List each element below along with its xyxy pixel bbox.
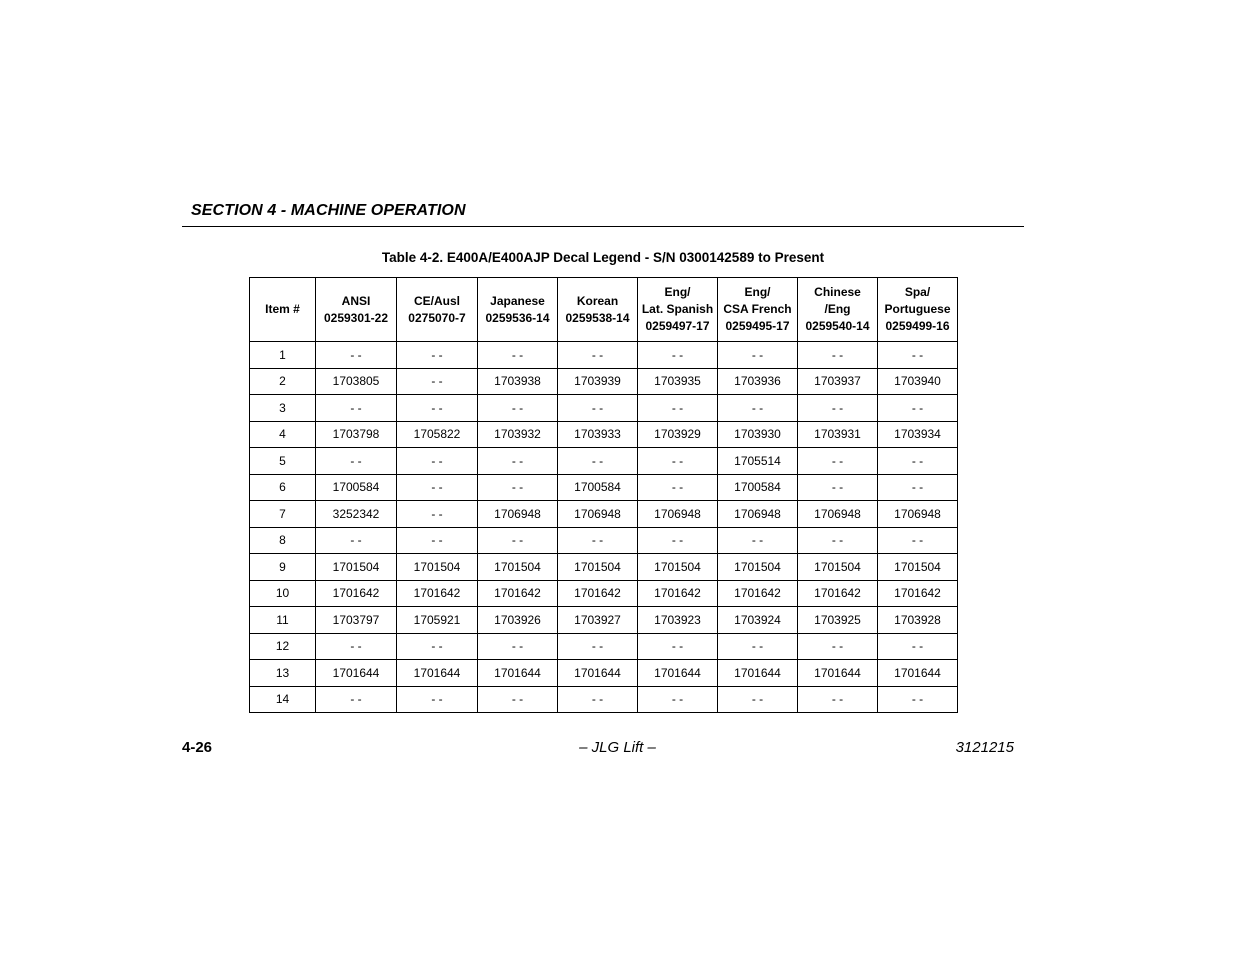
column-header-line: 0259499-16: [885, 319, 950, 333]
decal-part-cell: 1705822: [397, 421, 478, 448]
decal-part-cell: - -: [878, 686, 958, 713]
decal-part-cell: 1706948: [878, 501, 958, 528]
decal-part-cell: - -: [397, 395, 478, 422]
decal-part-cell: 1706948: [638, 501, 718, 528]
decal-part-cell: 1706948: [558, 501, 638, 528]
column-header-line: 0275070-7: [408, 310, 466, 325]
column-header-line: CSA French: [723, 302, 792, 316]
decal-part-cell: - -: [638, 474, 718, 501]
decal-part-cell: - -: [638, 686, 718, 713]
decal-part-cell: 1705514: [718, 448, 798, 475]
decal-part-cell: - -: [878, 342, 958, 369]
decal-part-cell: 1703925: [798, 607, 878, 634]
column-header-line: 0259497-17: [645, 319, 710, 333]
decal-part-cell: - -: [878, 527, 958, 554]
item-number-cell: 3: [250, 395, 316, 422]
decal-part-cell: - -: [478, 395, 558, 422]
column-header: [558, 278, 638, 342]
decal-part-cell: - -: [718, 342, 798, 369]
decal-part-cell: - -: [558, 448, 638, 475]
decal-part-cell: - -: [558, 527, 638, 554]
column-header-line: 0259495-17: [725, 319, 790, 333]
decal-part-cell: - -: [638, 633, 718, 660]
decal-part-cell: 1701642: [558, 580, 638, 607]
decal-part-cell: 1703930: [718, 421, 798, 448]
decal-part-cell: 1703932: [478, 421, 558, 448]
decal-part-cell: - -: [397, 474, 478, 501]
column-header-line: Lat. Spanish: [641, 302, 714, 316]
item-number-cell: 1: [250, 342, 316, 369]
decal-part-cell: - -: [316, 527, 397, 554]
decal-part-cell: 1701644: [397, 660, 478, 687]
decal-part-cell: - -: [397, 527, 478, 554]
decal-part-cell: 1700584: [558, 474, 638, 501]
decal-part-cell: - -: [397, 342, 478, 369]
decal-part-cell: 1703935: [638, 368, 718, 395]
decal-part-cell: 1703931: [798, 421, 878, 448]
decal-part-cell: - -: [478, 527, 558, 554]
item-number-cell: 11: [250, 607, 316, 634]
decal-part-cell: 1703797: [316, 607, 397, 634]
column-header: [878, 278, 958, 342]
table-row: [250, 686, 958, 713]
decal-part-cell: 1706948: [718, 501, 798, 528]
decal-part-cell: 1703937: [798, 368, 878, 395]
decal-part-cell: - -: [558, 342, 638, 369]
decal-part-cell: 1705921: [397, 607, 478, 634]
table-row: [250, 474, 958, 501]
decal-part-cell: 1701504: [478, 554, 558, 581]
column-header: [638, 278, 718, 342]
document-number: 3121215: [955, 739, 1014, 756]
decal-part-cell: 1703926: [478, 607, 558, 634]
decal-part-cell: 1703805: [316, 368, 397, 395]
footer-brand: – JLG Lift –: [579, 739, 656, 756]
column-header-line: Korean: [576, 293, 619, 308]
item-number-cell: 12: [250, 633, 316, 660]
decal-part-cell: 1701644: [718, 660, 798, 687]
item-number-cell: 9: [250, 554, 316, 581]
decal-part-cell: 1703924: [718, 607, 798, 634]
item-number-cell: 14: [250, 686, 316, 713]
decal-part-cell: 1701504: [798, 554, 878, 581]
decal-part-cell: - -: [878, 448, 958, 475]
table-row: [250, 395, 958, 422]
decal-part-cell: 1703927: [558, 607, 638, 634]
decal-part-cell: - -: [478, 686, 558, 713]
column-header-line: ANSI: [341, 293, 371, 308]
decal-part-cell: - -: [798, 474, 878, 501]
decal-part-cell: - -: [316, 448, 397, 475]
decal-part-cell: 3252342: [316, 501, 397, 528]
table-row: [250, 607, 958, 634]
column-header-line: 0259538-14: [565, 310, 630, 325]
decal-part-cell: 1701644: [558, 660, 638, 687]
decal-part-cell: - -: [878, 395, 958, 422]
column-header: [718, 278, 798, 342]
item-number-cell: 10: [250, 580, 316, 607]
decal-part-cell: 1700584: [718, 474, 798, 501]
table-row: [250, 580, 958, 607]
item-number-cell: 7: [250, 501, 316, 528]
column-header: [316, 278, 397, 342]
decal-part-cell: 1701504: [878, 554, 958, 581]
table-title: Table 4-2. E400A/E400AJP Decal Legend - S/N 0300142589 to Present: [381, 250, 825, 265]
decal-part-cell: 1701504: [316, 554, 397, 581]
decal-part-cell: 1703933: [558, 421, 638, 448]
decal-part-cell: - -: [316, 686, 397, 713]
decal-part-cell: 1706948: [478, 501, 558, 528]
table-row: [250, 660, 958, 687]
page-number: 4-26: [182, 739, 213, 756]
column-header-line: Japanese: [490, 293, 545, 308]
item-number-cell: 6: [250, 474, 316, 501]
decal-part-cell: 1701642: [316, 580, 397, 607]
column-header: [798, 278, 878, 342]
column-header-line: Eng/: [744, 285, 771, 299]
decal-part-cell: 1701642: [718, 580, 798, 607]
decal-part-cell: - -: [397, 448, 478, 475]
decal-part-cell: 1703940: [878, 368, 958, 395]
decal-part-cell: 1701642: [397, 580, 478, 607]
decal-part-cell: 1701644: [478, 660, 558, 687]
item-number-cell: 4: [250, 421, 316, 448]
column-header-line: 0259301-22: [323, 310, 389, 325]
table-row: [250, 342, 958, 369]
column-header-line: /Eng: [824, 302, 851, 316]
decal-part-cell: - -: [798, 527, 878, 554]
table-row: [250, 421, 958, 448]
decal-part-cell: - -: [638, 342, 718, 369]
decal-part-cell: - -: [397, 501, 478, 528]
decal-part-cell: 1701644: [798, 660, 878, 687]
decal-part-cell: - -: [878, 474, 958, 501]
decal-part-cell: 1701642: [478, 580, 558, 607]
item-number-cell: 13: [250, 660, 316, 687]
decal-part-cell: 1701642: [638, 580, 718, 607]
decal-part-cell: 1706948: [798, 501, 878, 528]
decal-part-cell: - -: [638, 527, 718, 554]
column-header: [478, 278, 558, 342]
decal-part-cell: - -: [798, 633, 878, 660]
column-header-line: Eng/: [664, 285, 691, 299]
item-number-cell: 8: [250, 527, 316, 554]
decal-part-cell: - -: [558, 686, 638, 713]
decal-part-cell: - -: [397, 368, 478, 395]
decal-part-cell: - -: [558, 633, 638, 660]
decal-part-cell: - -: [316, 395, 397, 422]
decal-part-cell: 1703928: [878, 607, 958, 634]
decal-part-cell: 1703923: [638, 607, 718, 634]
decal-part-cell: - -: [638, 448, 718, 475]
column-header: [250, 278, 316, 342]
decal-part-cell: - -: [397, 686, 478, 713]
decal-part-cell: - -: [478, 342, 558, 369]
decal-part-cell: 1703939: [558, 368, 638, 395]
decal-part-cell: 1701504: [718, 554, 798, 581]
decal-part-cell: 1703938: [478, 368, 558, 395]
table-row: [250, 554, 958, 581]
decal-part-cell: 1703798: [316, 421, 397, 448]
decal-part-cell: - -: [798, 342, 878, 369]
decal-part-cell: 1701642: [798, 580, 878, 607]
decal-part-cell: - -: [316, 633, 397, 660]
decal-part-cell: 1701504: [558, 554, 638, 581]
decal-part-cell: - -: [718, 395, 798, 422]
decal-part-cell: - -: [718, 633, 798, 660]
table-row: [250, 633, 958, 660]
decal-legend-table: [249, 277, 958, 713]
column-header-line: 0259540-14: [805, 319, 870, 333]
decal-part-cell: 1701642: [878, 580, 958, 607]
column-header-line: CE/Ausl: [413, 293, 460, 308]
decal-part-cell: 1703929: [638, 421, 718, 448]
decal-part-cell: - -: [878, 633, 958, 660]
column-header-line: Spa/: [904, 285, 931, 299]
decal-part-cell: - -: [478, 474, 558, 501]
decal-part-cell: - -: [798, 686, 878, 713]
table-body: [250, 342, 958, 713]
table-row: [250, 527, 958, 554]
column-header: [397, 278, 478, 342]
section-header: SECTION 4 - MACHINE OPERATION: [191, 202, 466, 219]
decal-part-cell: - -: [316, 342, 397, 369]
item-number-cell: 2: [250, 368, 316, 395]
decal-part-cell: 1703934: [878, 421, 958, 448]
decal-part-cell: - -: [558, 395, 638, 422]
table-row: [250, 368, 958, 395]
table-row: [250, 448, 958, 475]
decal-part-cell: 1701504: [638, 554, 718, 581]
decal-part-cell: - -: [798, 448, 878, 475]
decal-part-cell: - -: [638, 395, 718, 422]
decal-part-cell: 1701644: [316, 660, 397, 687]
decal-part-cell: - -: [397, 633, 478, 660]
decal-part-cell: 1700584: [316, 474, 397, 501]
decal-part-cell: 1701644: [878, 660, 958, 687]
column-header-line: 0259536-14: [485, 310, 550, 325]
column-header-line: Item #: [265, 302, 300, 316]
item-number-cell: 5: [250, 448, 316, 475]
column-header-line: Portuguese: [884, 302, 951, 316]
header-rule: [182, 226, 1024, 227]
decal-part-cell: 1703936: [718, 368, 798, 395]
decal-part-cell: 1701504: [397, 554, 478, 581]
table-header-row: [250, 278, 958, 342]
decal-part-cell: - -: [718, 686, 798, 713]
column-header-line: Chinese: [814, 285, 861, 299]
decal-part-cell: - -: [478, 448, 558, 475]
table-row: [250, 501, 958, 528]
decal-part-cell: - -: [798, 395, 878, 422]
decal-part-cell: 1701644: [638, 660, 718, 687]
decal-part-cell: - -: [478, 633, 558, 660]
decal-part-cell: - -: [718, 527, 798, 554]
